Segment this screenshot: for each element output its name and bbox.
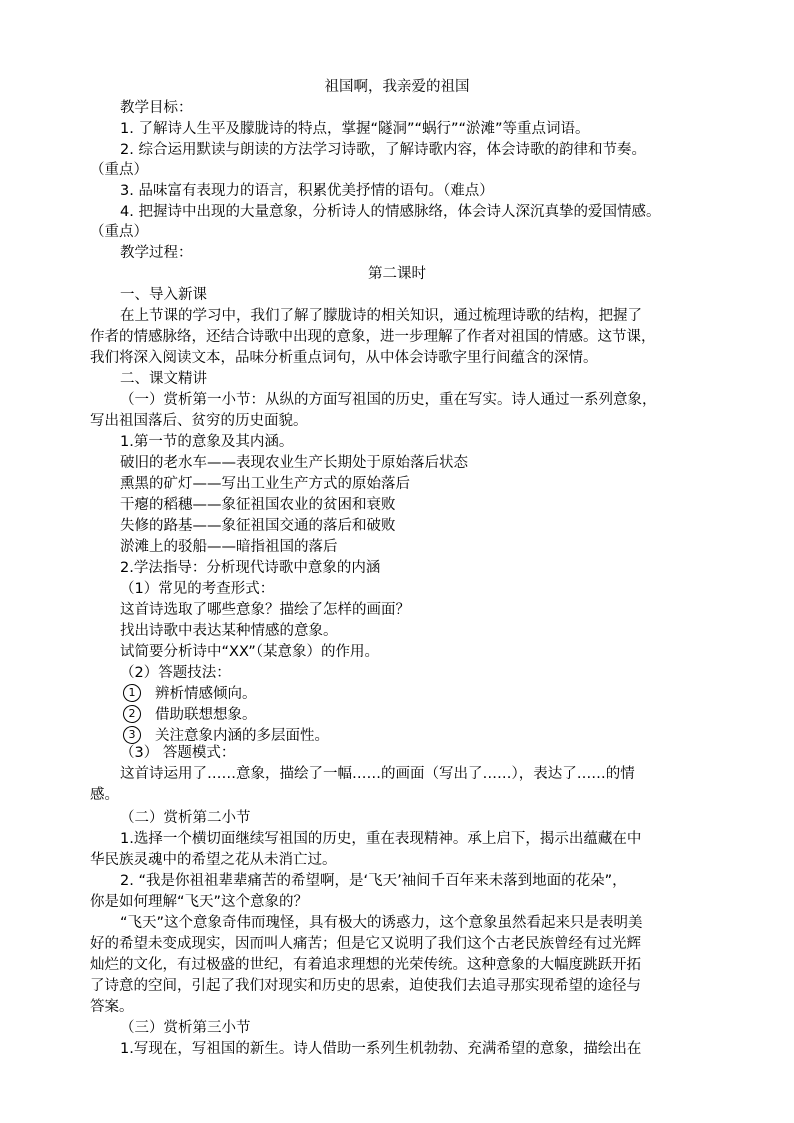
circled-list-item	[123, 682, 257, 703]
lesson-title: 第二课时	[368, 266, 426, 282]
image-item: 熏黑的矿灯——写出工业生产方式的原始落后	[120, 476, 410, 492]
paragraph-line: 作者的情感脉络，还结合诗歌中出现的意象，进一步理解了作者对祖国的情感。这节课，	[90, 329, 656, 345]
technique-item: 试简要分析诗中“XX”（某意象）的作用。	[120, 644, 380, 660]
subsection-1-heading: （一）赏析第一小节：从纵的方面写祖国的历史，重在写实。诗人通过一系列意象，	[120, 392, 657, 408]
list-item-text: 借助联想想象。	[155, 707, 257, 723]
subsection-3-heading: （三）赏析第三小节	[120, 1020, 251, 1036]
technique-2-heading: （2）答题技法：	[120, 665, 231, 681]
question-2: 2.学法指导：分析现代诗歌中意象的内涵	[120, 560, 381, 576]
answer-line: 灿烂的文化，有过极盛的世纪，有着追求理想的光荣传统。这种意象的大幅度跳跃开拓	[90, 957, 641, 973]
answer-line: 好的希望未变成现实，因而叫人痛苦；但是它又说明了我们这个古老民族曾经有过光辉	[90, 936, 641, 952]
technique-3-heading: （3） 答题模式：	[120, 745, 236, 761]
paragraph-line: 感。	[90, 787, 119, 803]
image-item: 失修的路基——象征祖国交通的落后和破败	[120, 518, 396, 534]
objective-2: 2. 综合运用默读与朗读的方法学习诗歌，了解诗歌内容，体会诗歌的韵律和节奏。	[120, 142, 646, 158]
answer-line: “飞天”这个意象奇伟而瑰怪，具有极大的诱惑力，这个意象虽然看起来只是表明美	[120, 915, 643, 931]
answer-line: 了诗意的空间，引起了我们对现实和历史的思索，迫使我们去追寻那实现希望的途径与	[90, 978, 641, 994]
image-item: 淤滩上的驳船——暗指祖国的落后	[120, 539, 338, 555]
section-2-heading: 二、课文精讲	[120, 371, 207, 387]
image-item: 破旧的老水车——表现农业生产长期处于原始落后状态	[120, 455, 468, 471]
paragraph-line: 华民族灵魂中的希望之花从未消亡过。	[90, 852, 337, 868]
circled-number: 3	[123, 726, 141, 744]
circled-number: 2	[123, 705, 141, 723]
technique-1-heading: （1）常见的考查形式：	[120, 581, 275, 597]
circled-number: 1	[123, 684, 141, 702]
paragraph-line: 在上节课的学习中，我们了解了朦胧诗的相关知识，通过梳理诗歌的结构，把握了	[120, 308, 642, 324]
paragraph-line: 1.写现在，写祖国的新生。诗人借助一系列生机勃勃、充满希望的意象，描绘出在	[120, 1041, 642, 1057]
technique-item: 这首诗选取了哪些意象？描绘了怎样的画面？	[120, 602, 410, 618]
list-item-text: 关注意象内涵的多层面性。	[155, 728, 329, 744]
objectives-heading: 教学目标：	[120, 100, 193, 116]
paragraph-line: 我们将深入阅读文本，品味分析重点词句，从中体会诗歌字里行间蕴含的深情。	[90, 350, 598, 366]
technique-item: 找出诗歌中表达某种情感的意象。	[120, 623, 338, 639]
paragraph-line: 这首诗运用了……意象，描绘了一幅……的画面（写出了……），表达了……的情	[120, 766, 635, 782]
image-item: 干瘪的稻穗——象征祖国农业的贫困和衰败	[120, 497, 396, 513]
subsection-2-heading: （二）赏析第二小节	[120, 810, 251, 826]
circled-list-item	[123, 703, 257, 724]
section-1-heading: 一、导入新课	[120, 287, 207, 303]
question-1: 1.第一节的意象及其内涵。	[120, 434, 294, 450]
answer-line: 答案。	[90, 999, 134, 1015]
objective-3: 3. 品味富有表现力的语言，积累优美抒情的语句。（难点）	[120, 183, 494, 199]
objective-2-tag: （重点）	[90, 162, 148, 178]
doc-title: 祖国啊，我亲爱的祖国	[324, 79, 470, 95]
paragraph-line: 1.选择一个横切面继续写祖国的历史，重在表现精神。承上启下，揭示出蕴藏在中	[120, 831, 642, 847]
paragraph-line: 写出祖国落后、贫穷的历史面貌。	[90, 413, 308, 429]
objective-4: 4. 把握诗中出现的大量意象，分析诗人的情感脉络，体会诗人深沉真挚的爱国情感。	[120, 204, 661, 220]
list-item-text: 辨析情感倾向。	[155, 686, 257, 702]
process-heading: 教学过程：	[120, 245, 193, 261]
question-line: 你是如何理解“飞天”这个意象的？	[90, 894, 309, 910]
objective-1: 1. 了解诗人生平及朦胧诗的特点，掌握“隧洞”“蜗行”“淤滩”等重点词语。	[120, 121, 590, 137]
question-line: 2. “我是你祖祖辈辈痛苦的希望啊，是‘飞天’袖间千百年来未落到地面的花朵”，	[120, 873, 627, 889]
objective-4-tag: （重点）	[90, 224, 148, 240]
circled-list-item	[123, 724, 329, 745]
